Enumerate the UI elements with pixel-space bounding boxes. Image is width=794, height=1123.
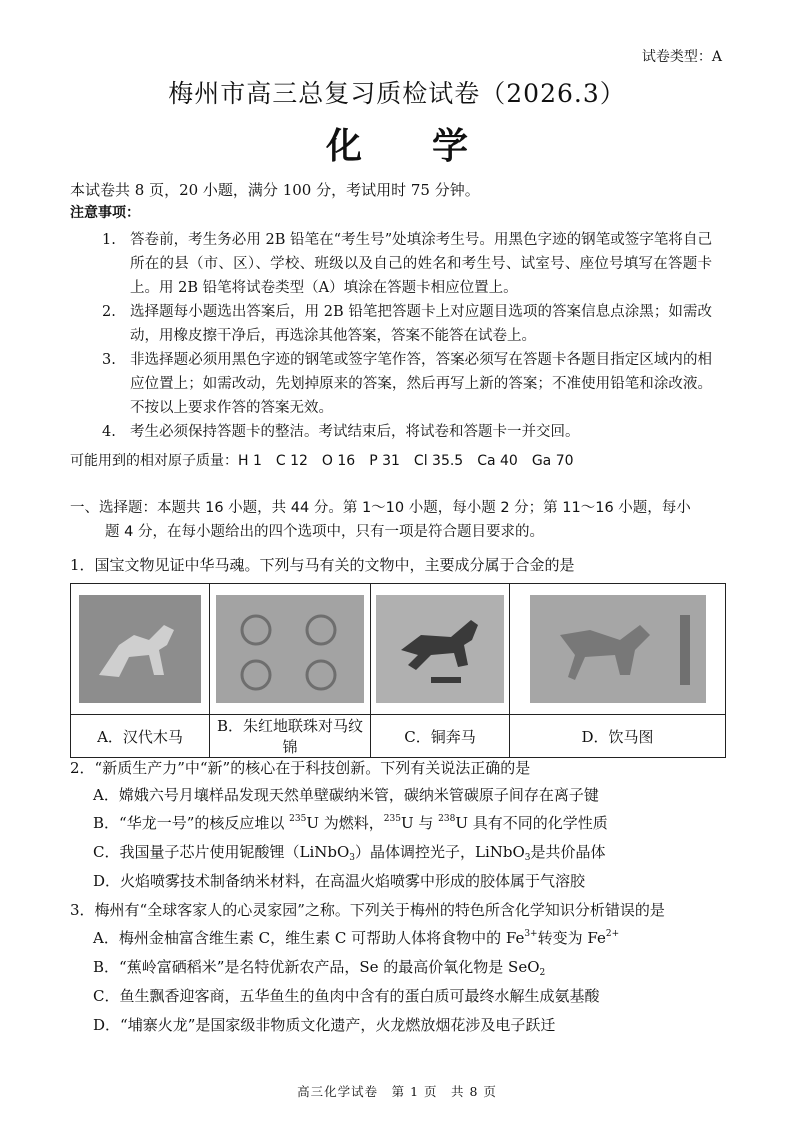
q2-stem: 2．“新质生产力”中“新”的核心在于科技创新。下列有关说法正确的是 <box>70 759 531 777</box>
q1-option-a: A．汉代木马 <box>71 715 210 758</box>
paper-type: 试卷类型：A <box>641 49 722 65</box>
q1-image-cell <box>510 584 726 715</box>
q2-option-b: B．“华龙一号”的核反应堆以 $^{235}$U 为燃料，$^{235}$U 与 $^{238}$U 具有不同的化学性质 <box>93 814 608 832</box>
q2-option-c: C．我国量子芯片使用铌酸锂（LiNbO$_3$）晶体调控光子，LiNbO$_3$是共价晶体 <box>93 843 606 863</box>
galloping-horse-icon <box>376 595 504 703</box>
q2-option-d: D．火焰喷雾技术制备纳米材料，在高温火焰喷雾中形成的胶体属于气溶胶 <box>93 872 586 890</box>
notice-heading: 注意事项： <box>70 205 140 221</box>
q1-option-table <box>70 583 726 758</box>
horse-drinking-painting-image <box>530 595 706 703</box>
section-heading-line2: 题 4 分，在每小题给出的四个选项中，只有一项是符合题目要求的。 <box>105 524 544 540</box>
q3-option-a: A．梅州金柚富含维生素 C，维生素 C 可帮助人体将食物中的 $Fe^{3+}$转变为 $Fe^{2+}$ <box>93 929 620 947</box>
wooden-horse-image <box>79 595 201 703</box>
q3-option-c: C．鱼生飘香迎客商，五华鱼生的鱼肉中含有的蛋白质可最终水解生成氨基酸 <box>93 987 600 1005</box>
subject-title: 化学 <box>325 125 538 167</box>
notice-item: 1. 答卷前，考生务必用 2B 铅笔在“考生号”处填涂考生号。用黑色字迹的钢笔或签字笔将自己所在的县（市、区）、学校、班级以及自己的姓名和考生号、试室号、座位号填写在答题卡上。用 2B 铅笔将试卷类型（A）填涂在答题卡相应位置上。 <box>102 232 712 296</box>
notice-item: 2. 选择题每小题选出答案后，用 2B 铅笔把答题卡上对应题目选项的答案信息点涂黑；如需改动，用橡皮擦干净后，再选涂其他答案，答案不能答在试卷上。 <box>102 304 712 344</box>
brocade-pattern-icon <box>216 595 364 703</box>
q3-stem: 3．梅州有“全球客家人的心灵家园”之称。下列关于梅州的特色所含化学知识分析错误的是 <box>70 901 665 919</box>
q3-option-d: D．“埔寨火龙”是国家级非物质文化遗产，火龙燃放烟花涉及电子跃迁 <box>93 1016 556 1034</box>
notice-list <box>102 228 712 444</box>
q3-option-b: B．“蕉岭富硒稻米”是名特优新农产品，Se 的最高价氧化物是 SeO$_2$ <box>93 958 546 978</box>
atomic-masses: 可能用到的相对原子质量：H 1 C 12 O 16 P 31 Cl 35.5 Ca 40 Ga 70 <box>70 453 574 469</box>
q1-option-b: B．朱红地联珠对马纹锦 <box>210 715 371 758</box>
exam-title: 梅州市高三总复习质检试卷（2026.3） <box>168 79 626 108</box>
q1-stem: 1．国宝文物见证中华马魂。下列与马有关的文物中，主要成分属于合金的是 <box>70 556 575 574</box>
brocade-image <box>216 595 364 703</box>
q1-image-cell <box>371 584 510 715</box>
q1-option-d: D．饮马图 <box>510 715 726 758</box>
q1-option-c: C．铜奔马 <box>371 715 510 758</box>
section-heading-line1: 一、选择题：本题共 16 小题，共 44 分。第 1～10 小题，每小题 2 分；第 11～16 小题，每小 <box>70 500 691 516</box>
q1-image-cell <box>210 584 371 715</box>
page-footer: 高三化学试卷 第 1 页 共 8 页 <box>297 1084 497 1099</box>
q1-image-cell <box>71 584 210 715</box>
q2-option-a: A．嫦娥六号月壤样品发现天然单壁碳纳米管，碳纳米管碳原子间存在离子键 <box>93 786 599 804</box>
painting-icon <box>530 595 706 703</box>
notice-item: 4. 考生必须保持答题卡的整洁。考试结束后，将试卷和答题卡一并交回。 <box>102 424 580 440</box>
horse-silhouette-icon <box>79 595 201 703</box>
exam-intro: 本试卷共 8 页，20 小题，满分 100 分，考试用时 75 分钟。 <box>70 181 480 199</box>
notice-item: 3. 非选择题必须用黑色字迹的钢笔或签字笔作答，答案必须写在答题卡各题目指定区域内的相应位置上；如需改动，先划掉原来的答案，然后再写上新的答案；不准使用铅笔和涂改液。不按以上要求作答的答案无效。 <box>102 352 712 416</box>
bronze-horse-image <box>376 595 504 703</box>
